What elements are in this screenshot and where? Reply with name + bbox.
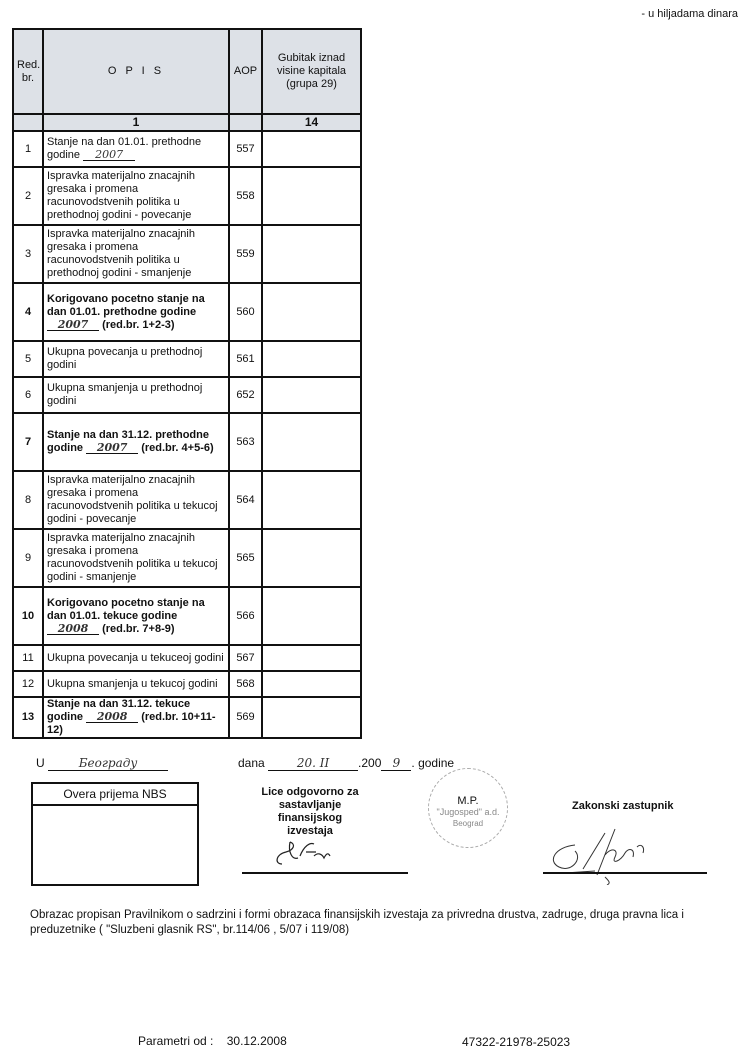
row-description: [43, 283, 229, 341]
description-text: Stanje na dan 01.01. prethodne godine: [47, 136, 202, 161]
stamp-city: Beograd: [452, 819, 484, 828]
table-row: [13, 645, 361, 671]
responsible-person-label: Lice odgovorno za sastavljanje finansijskog izvestaja: [261, 786, 359, 837]
nbs-receipt-title: Overa prijema NBS: [33, 784, 197, 806]
description-text: Ukupna smanjenja u prethodnoj godini: [47, 382, 203, 407]
year-field[interactable]: 2007: [47, 319, 99, 331]
description-text: Stanje na dan 31.12. tekuce godine: [47, 698, 191, 723]
value-cell[interactable]: [262, 167, 361, 225]
formula-text: (red.br. 10+11-12): [47, 711, 216, 736]
date-label: dana: [238, 756, 265, 770]
row-description: [43, 131, 229, 167]
formula-text: (red.br. 4+5-6): [141, 442, 214, 454]
value-cell[interactable]: [262, 131, 361, 167]
description-text: Ispravka materijalno znacajnih gresaka i promena racunovodstvenih politika u prethodnoj godini - smanjenje: [47, 228, 195, 279]
row-number: 3: [13, 225, 43, 283]
formula-text: (red.br. 1+2-3): [102, 318, 175, 331]
legal-representative-label: Zakonski zastupnik: [572, 800, 674, 812]
row-description: [43, 167, 229, 225]
value-cell[interactable]: [262, 645, 361, 671]
row-description: [43, 377, 229, 413]
row-description: [43, 341, 229, 377]
row-description: [43, 413, 229, 471]
parameters-info: [138, 1034, 287, 1048]
aop-code: 564: [229, 471, 262, 529]
row-description: [43, 225, 229, 283]
header-value: Gubitak iznad visine kapitala (grupa 29): [262, 29, 361, 114]
column-number-row: [13, 114, 361, 131]
legal-representative-signature: [545, 825, 655, 885]
description-text: Ukupna povecanja u tekuceoj godini: [47, 651, 224, 664]
equity-loss-table: [12, 28, 362, 739]
table-row: [13, 377, 361, 413]
value-cell[interactable]: [262, 671, 361, 697]
row-number: 1: [13, 131, 43, 167]
year-field[interactable]: 2008: [47, 623, 99, 635]
row-number: 11: [13, 645, 43, 671]
aop-code: 559: [229, 225, 262, 283]
value-cell[interactable]: [262, 587, 361, 645]
aop-code: 560: [229, 283, 262, 341]
row-number: 13: [13, 697, 43, 738]
description-text: Korigovano pocetno stanje na dan 01.01. prethodne godine: [47, 292, 205, 318]
description-text: Stanje na dan 31.12. prethodne godine: [47, 429, 209, 454]
row-description: [43, 671, 229, 697]
row-number: 4: [13, 283, 43, 341]
aop-code: 569: [229, 697, 262, 738]
value-cell[interactable]: [262, 529, 361, 587]
value-cell[interactable]: [262, 341, 361, 377]
colnum-no: [13, 114, 43, 131]
value-cell[interactable]: [262, 377, 361, 413]
colnum-opis: 1: [43, 114, 229, 131]
description-text: Ispravka materijalno znacajnih gresaka i promena racunovodstvenih politika u tekucoj godini - povecanje: [47, 474, 218, 525]
date-day-month[interactable]: 20. II: [268, 756, 358, 771]
header-description: O P I S: [43, 29, 229, 114]
year-field[interactable]: 2008: [86, 711, 138, 723]
colnum-value: 14: [262, 114, 361, 131]
document-code: 47322-21978-25023: [462, 1035, 571, 1049]
row-number: 6: [13, 377, 43, 413]
table-row: [13, 587, 361, 645]
row-number: 7: [13, 413, 43, 471]
aop-code: 568: [229, 671, 262, 697]
value-cell[interactable]: [262, 413, 361, 471]
aop-code: 565: [229, 529, 262, 587]
table-row: [13, 697, 361, 738]
header-aop: AOP: [229, 29, 262, 114]
aop-code: 567: [229, 645, 262, 671]
value-cell[interactable]: [262, 471, 361, 529]
date-year-prefix: .200: [358, 756, 382, 770]
company-stamp: [428, 768, 508, 848]
formula-text: (red.br. 7+8-9): [102, 622, 175, 635]
row-number: 12: [13, 671, 43, 697]
date-year-digit[interactable]: 9: [381, 756, 411, 771]
aop-code: 557: [229, 131, 262, 167]
place-value[interactable]: Београду: [48, 756, 168, 771]
row-number: 8: [13, 471, 43, 529]
row-description: [43, 587, 229, 645]
year-field[interactable]: 2007: [83, 149, 135, 161]
row-description: [43, 697, 229, 738]
currency-unit-note: - u hiljadama dinara: [641, 8, 738, 20]
responsible-signature-line: [242, 872, 408, 874]
description-text: Ukupna povecanja u prethodnoj godini: [47, 346, 203, 371]
table-row: [13, 131, 361, 167]
aop-code: 566: [229, 587, 262, 645]
parameters-label: Parametri od :: [138, 1034, 214, 1048]
nbs-receipt-box: [31, 782, 199, 886]
row-number: 5: [13, 341, 43, 377]
table-row: [13, 225, 361, 283]
table-row: [13, 529, 361, 587]
description-text: Ispravka materijalno znacajnih gresaka i promena racunovodstvenih politika u prethodnoj godini - povecanje: [47, 170, 195, 221]
row-description: [43, 471, 229, 529]
row-description: [43, 645, 229, 671]
responsible-person-signature: [270, 838, 340, 868]
table-row: [13, 167, 361, 225]
legal-basis-note: Obrazac propisan Pravilnikom o sadrzini i formi obrazaca finansijskih izvestaja za privredna drustva, zadruge, druga pravna lica i preduzetnike ( "Sluzbeni glasnik RS", br.114/06 , 5/07 i 119/08): [30, 909, 684, 936]
table-row: [13, 671, 361, 697]
place-label: U: [36, 756, 45, 770]
aop-code: 558: [229, 167, 262, 225]
aop-code: 561: [229, 341, 262, 377]
aop-code: 652: [229, 377, 262, 413]
stamp-mp-label: M.P.: [457, 795, 479, 807]
table-row: [13, 471, 361, 529]
description-text: Korigovano pocetno stanje na dan 01.01. tekuce godine: [47, 596, 205, 622]
table-row: [13, 283, 361, 341]
row-number: 9: [13, 529, 43, 587]
date-field: [238, 756, 454, 771]
header-row-number: Red. br.: [13, 29, 43, 114]
stamp-company: "Jugosped" a.d.: [436, 807, 500, 817]
value-cell[interactable]: [262, 225, 361, 283]
description-text: Ukupna smanjenja u tekucoj godini: [47, 677, 218, 690]
date-suffix: . godine: [411, 756, 455, 770]
table-row: [13, 413, 361, 471]
row-number: 2: [13, 167, 43, 225]
value-cell[interactable]: [262, 283, 361, 341]
row-number: 10: [13, 587, 43, 645]
legal-representative-signature-line: [543, 872, 707, 874]
table-header-row: [13, 29, 361, 114]
colnum-aop: [229, 114, 262, 131]
description-text: Ispravka materijalno znacajnih gresaka i promena racunovodstvenih politika u tekucoj godini - smanjenje: [47, 532, 218, 583]
place-field: [36, 756, 168, 771]
row-description: [43, 529, 229, 587]
table-row: [13, 341, 361, 377]
year-field[interactable]: 2007: [86, 442, 138, 454]
value-cell[interactable]: [262, 697, 361, 738]
aop-code: 563: [229, 413, 262, 471]
parameters-date: 30.12.2008: [226, 1034, 287, 1048]
